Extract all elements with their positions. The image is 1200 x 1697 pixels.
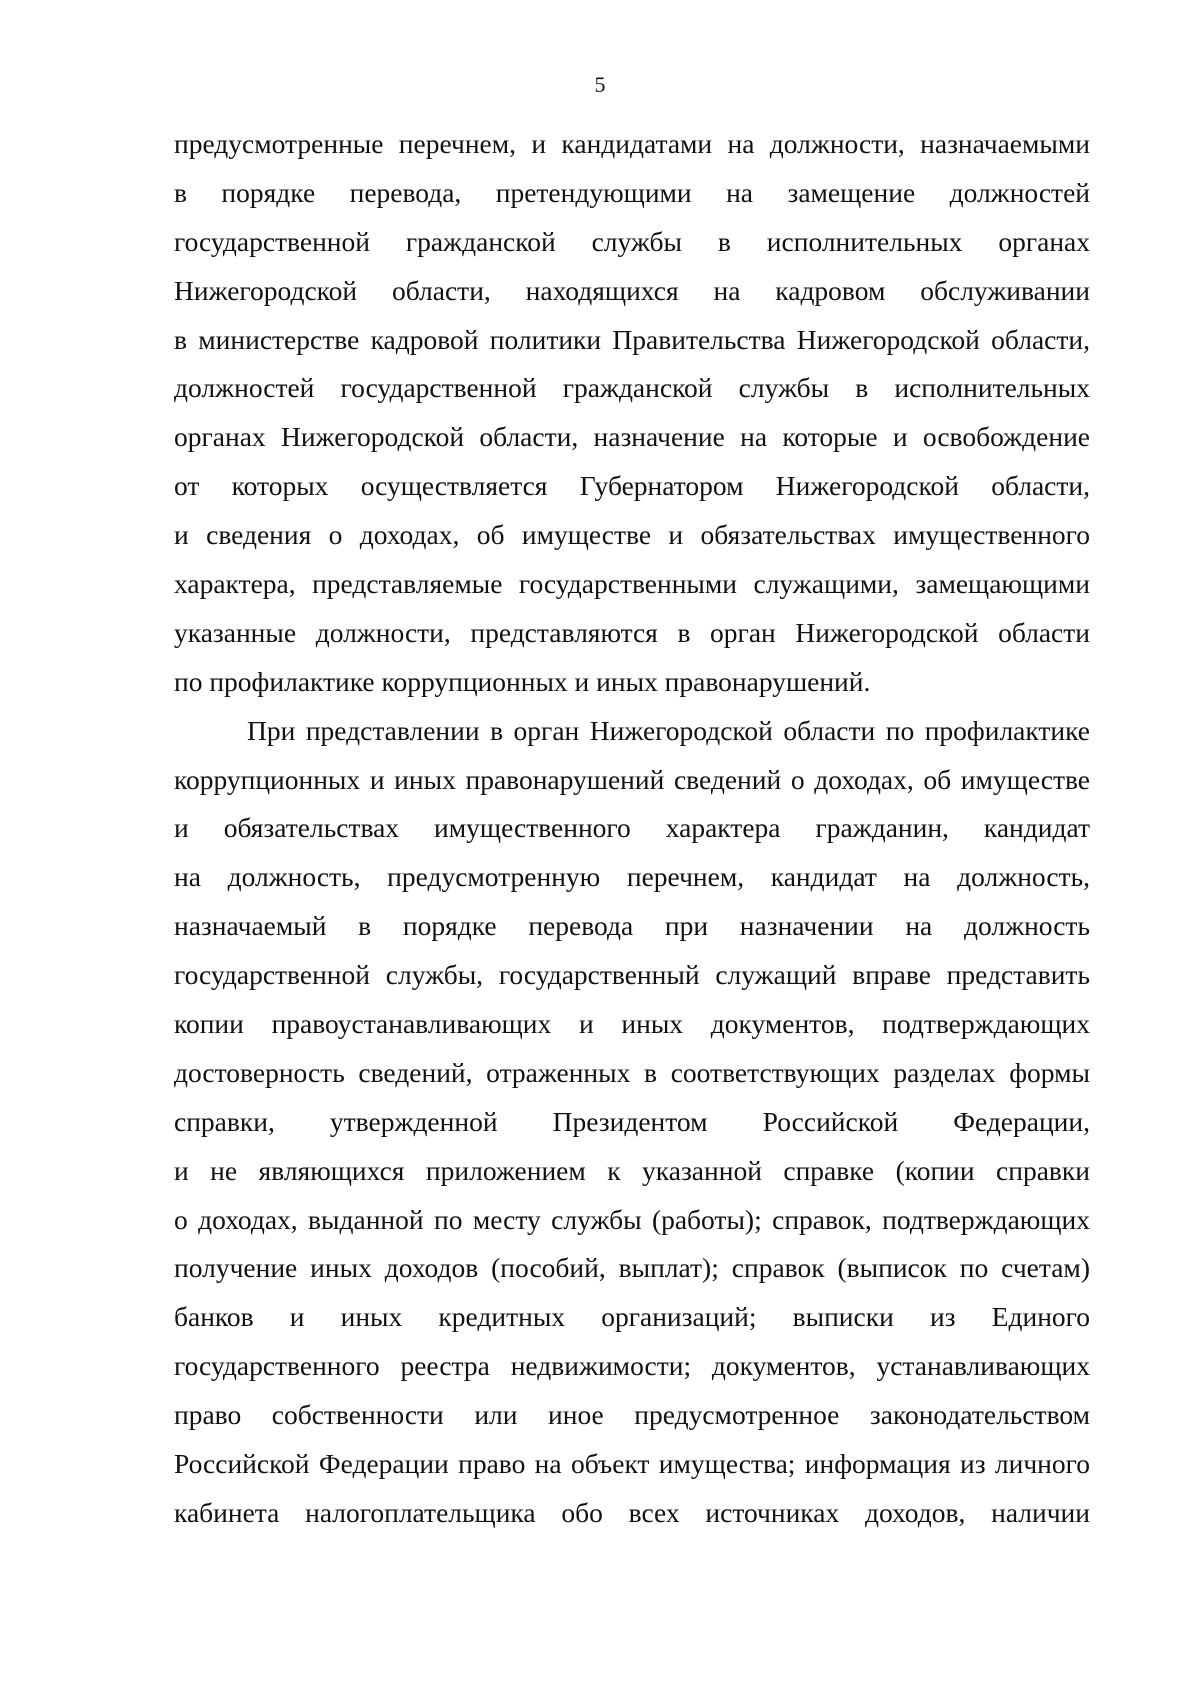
text-line: предусмотренные перечнем, и кандидатами на должности, назначаемыми <box>174 128 1090 159</box>
text-line: государственной гражданской службы в исполнительных органах <box>174 225 1090 257</box>
text-line: Российской Федерации право на объект имущества; информация из личного <box>174 1448 1090 1480</box>
text-line: справки, утвержденной Президентом Российской Федерации, <box>174 1105 1090 1137</box>
text-line: государственной службы, государственный служащий вправе представить <box>174 959 1090 991</box>
text-line: и обязательствах имущественного характера гражданин, кандидат <box>174 812 1090 844</box>
paragraph-1 <box>174 120 1090 707</box>
text-line: достоверность сведений, отраженных в соответствующих разделах формы <box>174 1056 1090 1088</box>
text-line: о доходах, выданной по месту службы (работы); справок, подтверждающих <box>174 1203 1090 1235</box>
text-line: указанные должности, представляются в орган Нижегородской области <box>174 616 1090 648</box>
paragraph-2 <box>174 707 1090 1538</box>
text-line: Нижегородской области, находящихся на кадровом обслуживании <box>174 274 1090 306</box>
text-line: на должность, предусмотренную перечнем, кандидат на должность, <box>174 861 1090 893</box>
text-line: и сведения о доходах, об имуществе и обязательствах имущественного <box>174 519 1090 551</box>
text-line: При представлении в орган Нижегородской области по профилактике <box>247 714 1090 746</box>
text-line: характера, представляемые государственными служащими, замещающими <box>174 568 1090 600</box>
page-number: 5 <box>594 72 606 97</box>
text-line: в порядке перевода, претендующими на замещение должностей <box>174 176 1090 208</box>
body-text <box>174 120 1090 1538</box>
text-line: банков и иных кредитных организаций; выписки из Единого <box>174 1301 1090 1333</box>
text-line: право собственности или иное предусмотренное законодательством <box>174 1399 1090 1431</box>
text-line: назначаемый в порядке перевода при назначении на должность <box>174 910 1090 942</box>
text-line: в министерстве кадровой политики Правительства Нижегородской области, <box>174 323 1090 355</box>
text-line: кабинета налогоплательщика обо всех источниках доходов, наличии <box>174 1496 1090 1528</box>
text-line: копии правоустанавливающих и иных документов, подтверждающих <box>174 1008 1090 1040</box>
text-line: государственного реестра недвижимости; документов, устанавливающих <box>174 1350 1090 1382</box>
text-line: коррупционных и иных правонарушений сведений о доходах, об имуществе <box>174 763 1090 795</box>
text-line: по профилактике коррупционных и иных правонарушений. <box>174 665 871 697</box>
text-line: от которых осуществляется Губернатором Нижегородской области, <box>174 470 1090 502</box>
text-line: и не являющихся приложением к указанной справке (копии справки <box>174 1154 1090 1186</box>
text-line: органах Нижегородской области, назначение на которые и освобождение <box>174 421 1090 453</box>
text-line: должностей государственной гражданской службы в исполнительных <box>174 372 1090 404</box>
text-line: получение иных доходов (пособий, выплат); справок (выписок по счетам) <box>174 1252 1090 1284</box>
